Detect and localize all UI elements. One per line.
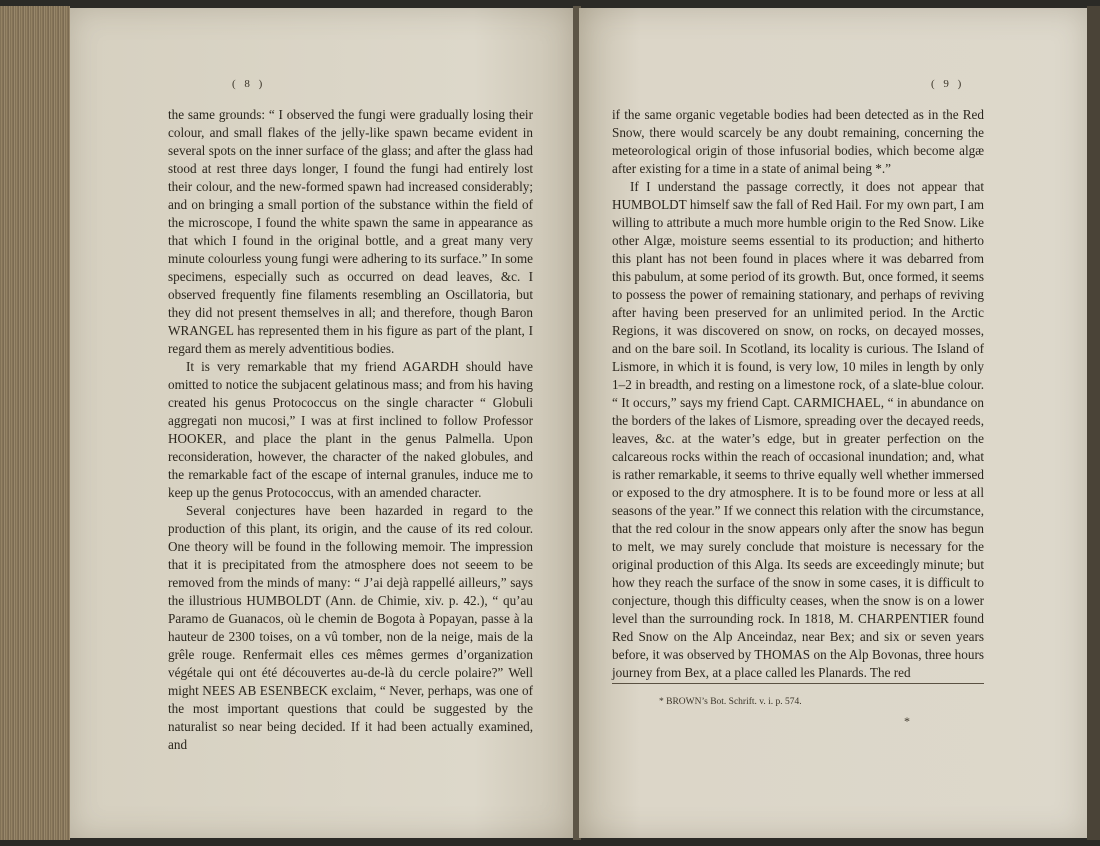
paragraph: if the same organic vegetable bodies had been detected as in the Red Snow, there would scarcely be any doubt remaining, concerning the meteorological origin of those infusorial bodies, which become algæ after existing for a time in a state of animal being *.”	[612, 107, 984, 176]
footnote: * BROWN’s Bot. Schrift. v. i. p. 574.	[659, 697, 802, 707]
left-page	[70, 8, 575, 838]
paragraph: the same grounds: “ I observed the fungi were gradually losing their colour, and small flakes of the jelly-like spawn became evident in several spots on the inner surface of the glass; and after the glass had stood at rest three days longer, I found the fungi had entirely lost their colour, and the new-formed spawn had increased considerably; and on bringing a small portion of the substance within the field of the microscope, I found the white spawn the same in appearance as that which I found in the original bottle, and a great many very minute colourless young fungi were adhering to its surface.” In some specimens, especially such as occurred on dead leaves, &c. I observed frequently fine filaments resembling an Oscillatoria, but they did not present themselves in all; and therefore, though Baron WRANGEL has represented them in his figure as part of the plant, I regard them as merely adventitious bodies.	[168, 107, 533, 356]
paragraph: It is very remarkable that my friend AGARDH should have omitted to notice the subjacent gelatinous mass; and from his having created his genus Protococcus on the single character “ Globuli aggregati non mucosi,” I was at first inclined to follow Professor HOOKER, and place the plant in the genus Palmella. Upon reconsideration, however, the character of the naked globules, and the remarkable fact of the escape of internal granules, induce me to keep up the genus Protococcus, with an amended character.	[168, 359, 533, 500]
paragraph: Several conjectures have been hazarded in regard to the production of this plant, its origin, and the cause of its red colour. One theory will be found in the following memoir. The impression that it is precipitated from the atmosphere does not seeem to be removed from the minds of many: “ J’ai dejà rappellé ailleurs,” says the illustrious HUMBOLDT (Ann. de Chimie, xiv. p. 42.), “ qu’au Paramo de Guanacos, où le chemin de Bogota à Popayan, passe à la hauteur de 2300 toises, on a vû tomber, non de la neige, mais de la grêle rouge. Renfermait elles ces mêmes germes d’organization végétale qui ont été découvertes au-de-là du cercle polaire?” Well might NEES AB ESENBECK exclaim, “ Never, perhaps, was one of the most important questions that could be suggested by the naturalist so near being decided. If it had been actually examined, and	[168, 503, 533, 752]
right-text-block	[612, 106, 984, 682]
page-number: ( 8 )	[232, 78, 266, 90]
right-page	[579, 8, 1087, 838]
left-text-block	[168, 106, 533, 754]
page-edges	[0, 6, 70, 840]
footnote-rule	[612, 683, 984, 684]
signature-mark: *	[904, 714, 910, 728]
paragraph: If I understand the passage correctly, it does not appear that HUMBOLDT himself saw the fall of Red Hail. For my own part, I am willing to attribute a much more humble origin to the Red Snow. Like other Algæ, moisture seems essential to its production; and hitherto this plant has not been found in places where it was debarred from this pabulum, at some period of its growth. But, once formed, it seems to possess the power of remaining stationary, and perhaps of reviving after having been preserved for an unlimited period. In the Arctic Regions, it was discovered on snow, on rocks, on decayed mosses, and on the bare soil. In Scotland, its locality is curious. The Island of Lismore, in which it is found, is very low, 10 miles in length by only 1–2 in breadth, and resting on a limestone rock, of a slate-blue colour. “ It occurs,” says my friend Capt. CARMICHAEL, “ in abundance on the borders of the lakes of Lismore, spreading over the decayed reeds, leaves, &c. at the water’s edge, but in greater perfection on the calcareous rocks within the reach of occasional inundation; and, what is rather remarkable, it seems to thrive equally well whether immersed or exposed to the dry atmosphere. It is to be found more or less at all seasons of the year.” If we connect this relation with the circumstance, that the red colour in the snow appears only after the snow has begun to melt, we may surely conclude that moisture is necessary for the original production of this Alga. Its seeds are exceedingly minute; but how they reach the surface of the snow in some cases, it is difficult to conjecture, though this difficulty ceases, when the snow is on a lower level than the surrounding rock. In 1818, M. CHARPENTIER found Red Snow on the Alp Anceindaz, near Bex; and six or seven years before, it was observed by THOMAS on the Alp Bovonas, three hours journey from Bex, at a place called les Planards. The red	[612, 179, 984, 680]
page-number: ( 9 )	[931, 78, 965, 90]
right-edge	[1087, 6, 1100, 840]
